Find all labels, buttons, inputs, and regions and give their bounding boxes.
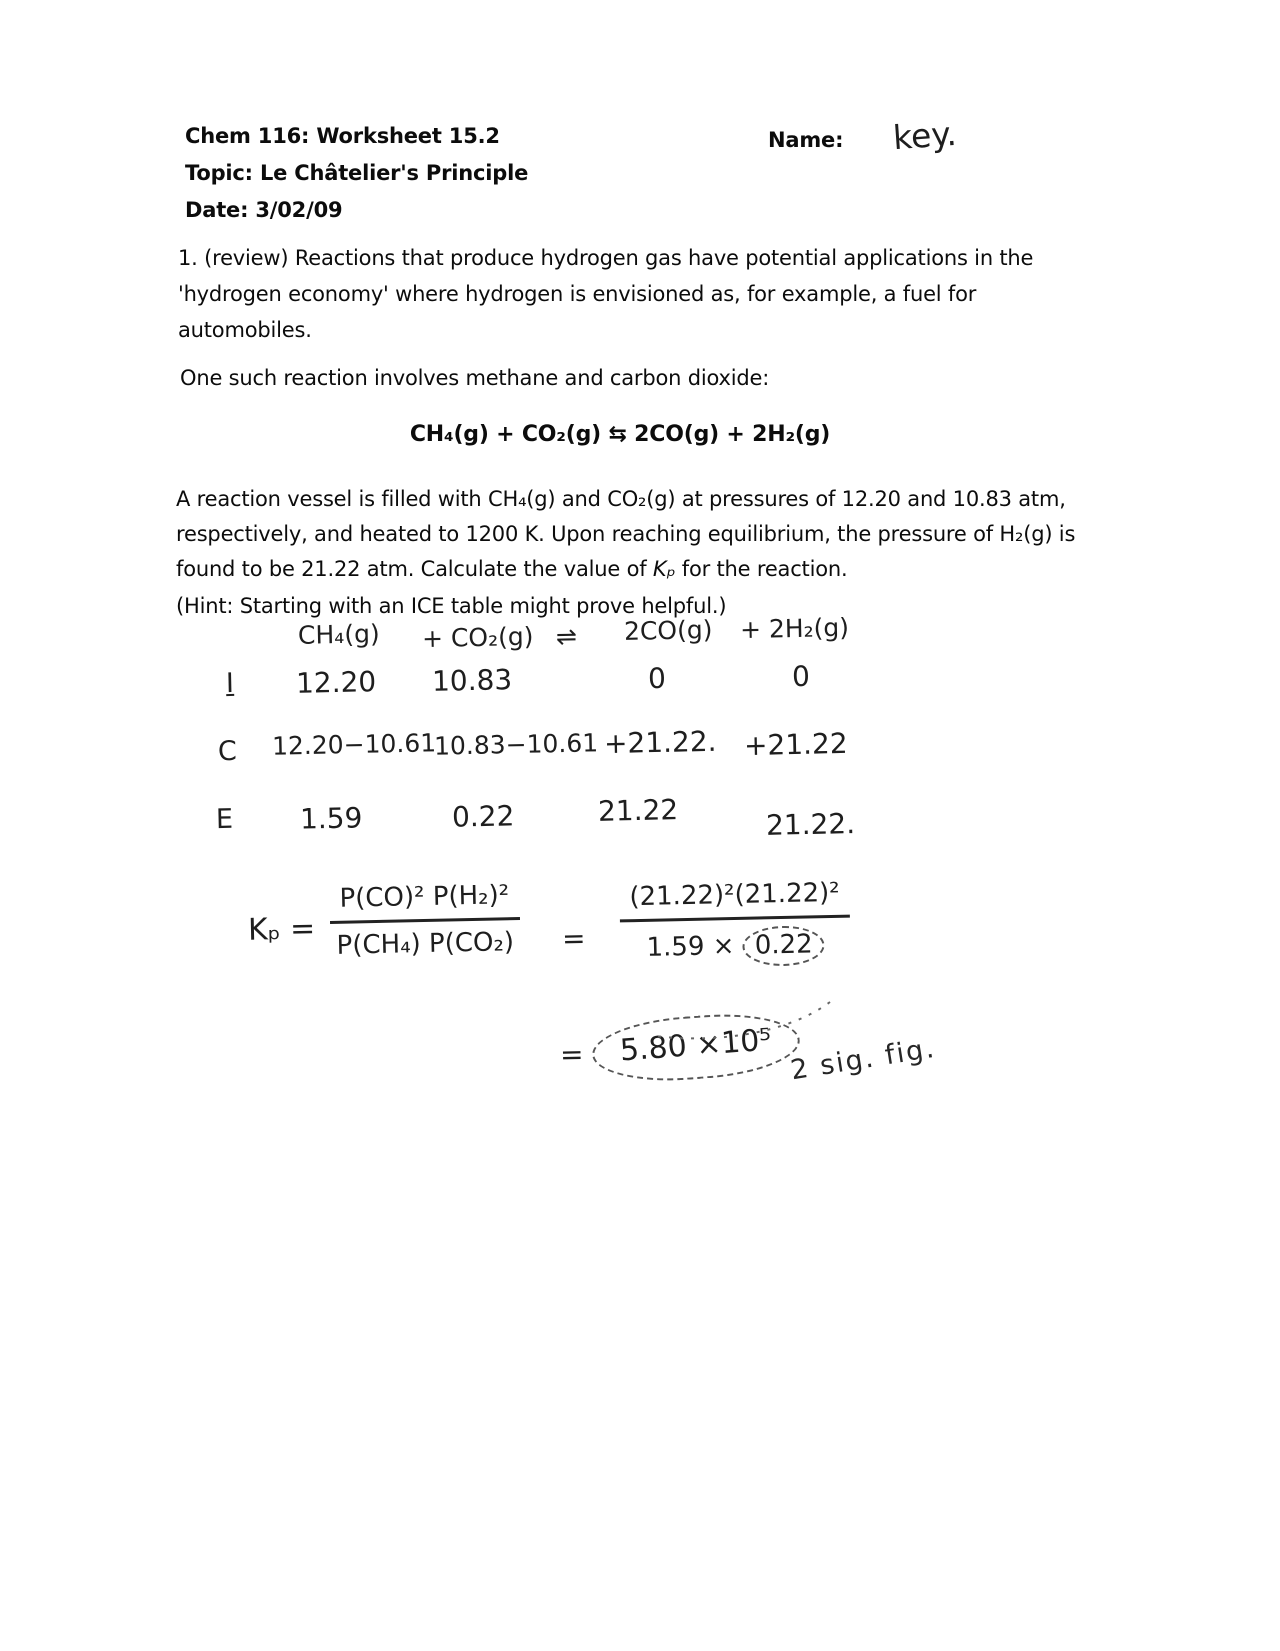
kp-symbol: Kₚ <box>652 557 676 581</box>
problem-body-text-1: A reaction vessel is filled with CH₄(g) and CO₂(g) at pressures of 12.20 and 10.83 atm, respectively, and heated to 1200 K. Upon reaching equilibrium, the pressure of H₂(g) is found to be 21.22 atm. Calculate the value of <box>176 487 1076 581</box>
problem-hint: (Hint: Starting with an ICE table might prove helpful.) <box>176 594 727 618</box>
reaction-lead-in: One such reaction involves methane and carbon dioxide: <box>180 366 770 390</box>
hw-eq-plus-2h2: + 2H₂(g) <box>739 612 850 645</box>
ice-equilibrium-co2: 0.22 <box>451 799 515 834</box>
ice-equilibrium-h2: 21.22. <box>765 807 856 842</box>
date-line: Date: 3/02/09 <box>185 198 343 222</box>
ice-equilibrium-co: 21.22 <box>597 793 679 828</box>
sig-fig-note: 2 sig. fig. <box>788 1032 938 1087</box>
kp-denominator-product: 1.59 × <box>646 931 735 963</box>
problem-body-text-2: for the reaction. <box>675 557 848 581</box>
kp-numeric-denominator <box>620 918 851 970</box>
hw-eq-equilibrium-arrow: ⇌ <box>555 621 578 652</box>
kp-denominator-circled-value: 0.22 <box>742 925 825 967</box>
hw-eq-2co: 2CO(g) <box>623 615 713 646</box>
name-value-handwritten: key. <box>891 113 958 158</box>
problem-body <box>176 482 1101 587</box>
problem-intro: 1. (review) Reactions that produce hydrogen gas have potential applications in the 'hydrogen economy' where hydrogen is envisioned as, for example, a fuel for automobiles. <box>178 246 1034 342</box>
kp-result-oval <box>591 1014 800 1081</box>
ice-initial-ch4: 12.20 <box>295 665 377 700</box>
reaction-equation: CH₄(g) + CO₂(g) ⇆ 2CO(g) + 2H₂(g) <box>409 422 831 447</box>
ice-row-label-equilibrium: E <box>215 803 234 836</box>
kp-symbolic-numerator: P(CO)² P(H₂)² <box>329 880 519 924</box>
ice-row-label-initial: I <box>225 667 235 700</box>
ice-row-label-change: C <box>217 735 238 768</box>
result-equals: = <box>559 1037 584 1072</box>
hw-eq-ch4: CH₄(g) <box>297 619 380 650</box>
kp-symbolic-fraction <box>329 880 520 961</box>
kp-numeric-fraction <box>619 878 851 970</box>
kp-lhs: Kₚ = <box>247 911 316 948</box>
kp-symbolic-denominator: P(CH₄) P(CO₂) <box>336 927 515 961</box>
course-title: Chem 116: Worksheet 15.2 <box>185 124 500 148</box>
ice-change-co2: 10.83−10.61 <box>433 728 599 761</box>
kp-numeric-numerator: (21.22)²(21.22)² <box>619 878 850 923</box>
worksheet-header <box>185 118 528 229</box>
ice-initial-h2: 0 <box>791 659 811 694</box>
ice-change-co: +21.22. <box>603 724 717 761</box>
kp-equals: = <box>561 921 586 956</box>
ice-equilibrium-ch4: 1.59 <box>299 801 363 836</box>
name-label: Name: <box>768 128 844 152</box>
ice-initial-co: 0 <box>647 661 667 696</box>
ice-change-ch4: 12.20−10.61 <box>271 728 437 761</box>
ice-initial-co2: 10.83 <box>431 663 513 698</box>
hw-eq-plus-co2: + CO₂(g) <box>421 621 534 654</box>
kp-result-value: 5.80 ×10⁵ <box>590 1008 802 1086</box>
ice-change-h2: +21.22 <box>743 726 848 763</box>
topic-line: Topic: Le Châtelier's Principle <box>185 161 529 185</box>
